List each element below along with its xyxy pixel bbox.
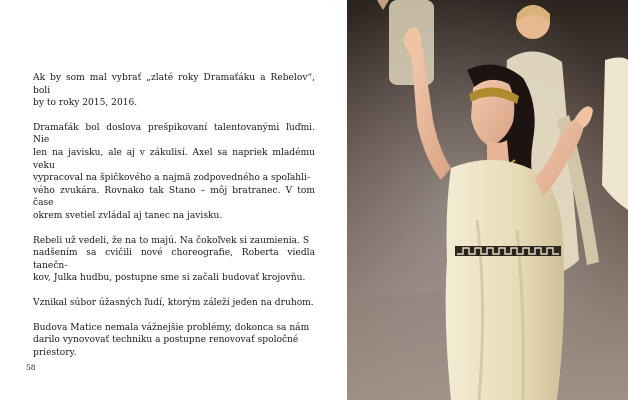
paragraph [33, 322, 315, 360]
greek-dress [446, 160, 564, 400]
text-line: Rebeli už vedeli, že na to majú. Na čokoľvek si zaumienia. S [33, 235, 310, 246]
meander-border [455, 246, 561, 256]
paragraph [33, 297, 315, 310]
text-line: Budova Matice nemala vážnejšie problémy, dokonca sa nám [33, 322, 310, 333]
text-line: nadšením sa cvičili nové choreografie, Roberta viedla tanečn- [33, 248, 315, 271]
photo-page [347, 0, 628, 400]
background-dancer-far-right [602, 58, 628, 211]
text-line: okrem svetiel zvládal aj tanec na javisku. [33, 210, 223, 221]
text-line: priestory. [33, 347, 77, 358]
paragraph [33, 235, 315, 285]
text-line: Ak by som mal vybrať „zlaté roky Dramaťáku a Rebelov“, boli [33, 73, 315, 96]
stage-photo [347, 0, 628, 400]
text-line: vypracoval na špičkového a najmä zodpovedného a spoľahli- [33, 173, 311, 184]
text-line: len na javisku, ale aj v zákulisí. Axel sa napriek mladému veku [33, 147, 315, 171]
text-line: kov, Julka hudbu, postupne sme si začali budovať krojovňu. [33, 273, 306, 284]
text-line: Dramaťák bol doslova prešpikovaní talentovanými ľuďmi. Nie [33, 122, 315, 146]
text-line: Vznikal súbor úžasných ľudí, ktorým záleží jeden na druhom. [33, 297, 314, 308]
text-line: darilo vynovovať techniku a postupne renovovať spoločné [33, 335, 299, 346]
paragraph [33, 72, 315, 110]
page-number: 58 [26, 363, 36, 372]
text-line: vého zvukára. Rovnako tak Stano – môj bratranec. V tom čase [33, 185, 315, 209]
text-line: by to roky 2015, 2016. [33, 98, 138, 109]
paragraph [33, 122, 315, 223]
body-text [33, 72, 315, 359]
